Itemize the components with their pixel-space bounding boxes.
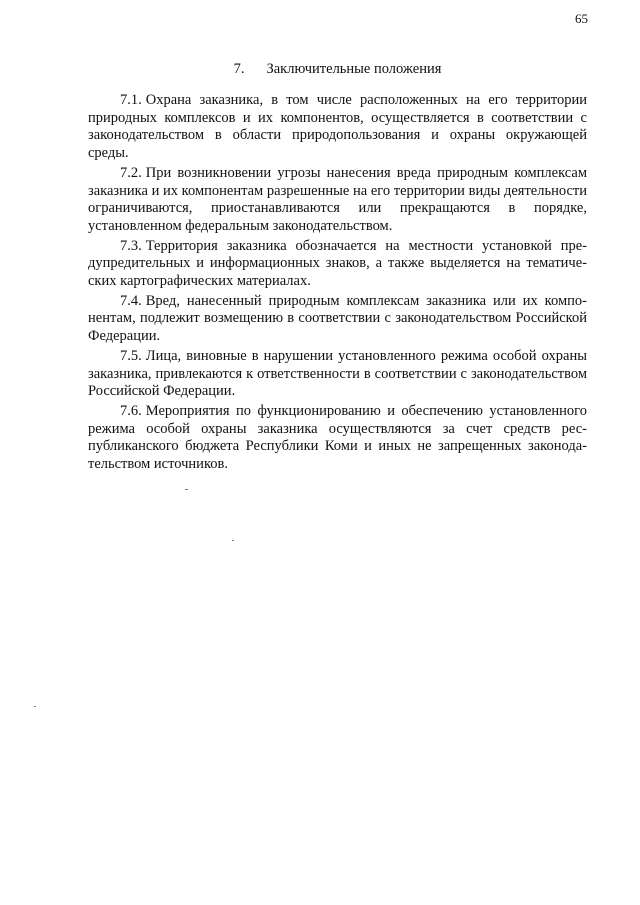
paragraph-7-2 bbox=[88, 165, 587, 236]
paragraph-7-5 bbox=[88, 348, 587, 401]
scan-speck bbox=[34, 706, 36, 707]
paragraph-number: 7.3. bbox=[120, 237, 142, 254]
paragraph-text: Вред, нанесенный природным комплексам заказника или их компонентам, подлежит возмещению в соответствии с законодательством Российской Федерации. bbox=[88, 292, 587, 345]
scan-speck bbox=[185, 489, 188, 490]
section-number: 7. bbox=[233, 61, 245, 77]
paragraph-7-4 bbox=[88, 293, 587, 346]
page-number: 65 bbox=[575, 11, 588, 26]
paragraph-text: Лица, виновные в нарушении установленного режима особой охраны заказника, привлекаются к ответственности в соответствии с законодательством Российской Федерации. bbox=[88, 347, 587, 400]
paragraph-7-6 bbox=[88, 403, 587, 474]
section-title: Заключительные положения bbox=[266, 61, 442, 77]
paragraph-number: 7.1. bbox=[120, 92, 142, 108]
section-heading bbox=[88, 60, 587, 78]
scan-speck bbox=[232, 540, 234, 541]
paragraph-number: 7.4. bbox=[120, 292, 142, 309]
paragraph-number: 7.5. bbox=[120, 347, 142, 364]
paragraph-number: 7.2. bbox=[120, 164, 142, 181]
paragraph-text: Территория заказника обозначается на местности установкой предупредительных и информационных знаков, а также выделяется на тематических картографических материалах. bbox=[88, 237, 587, 290]
paragraph-7-3 bbox=[88, 238, 587, 291]
paragraph-text: При возникновении угрозы нанесения вреда природным комплексам заказника и их компонентам разрешенные на его территории виды деятельности ограничиваются, приостанавливаются или прекращаются в порядке, установленном федеральным законодательством. bbox=[88, 164, 587, 234]
paragraph-number: 7.6. bbox=[120, 402, 142, 419]
section-body bbox=[88, 92, 587, 476]
paragraph-text: Мероприятия по функционированию и обеспечению установленного режима особой охраны заказника осуществляются за счет средств республиканского бюджета Республики Коми и иных не запрещенных законодательством источников. bbox=[88, 402, 587, 473]
paragraph-7-1 bbox=[88, 92, 587, 163]
paragraph-text: Охрана заказника, в том числе расположенных на его территории природных комплексов и их компонентов, осуществляется в соответствии с законодательством в области природопользования и охраны окружающей среды. bbox=[88, 92, 587, 162]
